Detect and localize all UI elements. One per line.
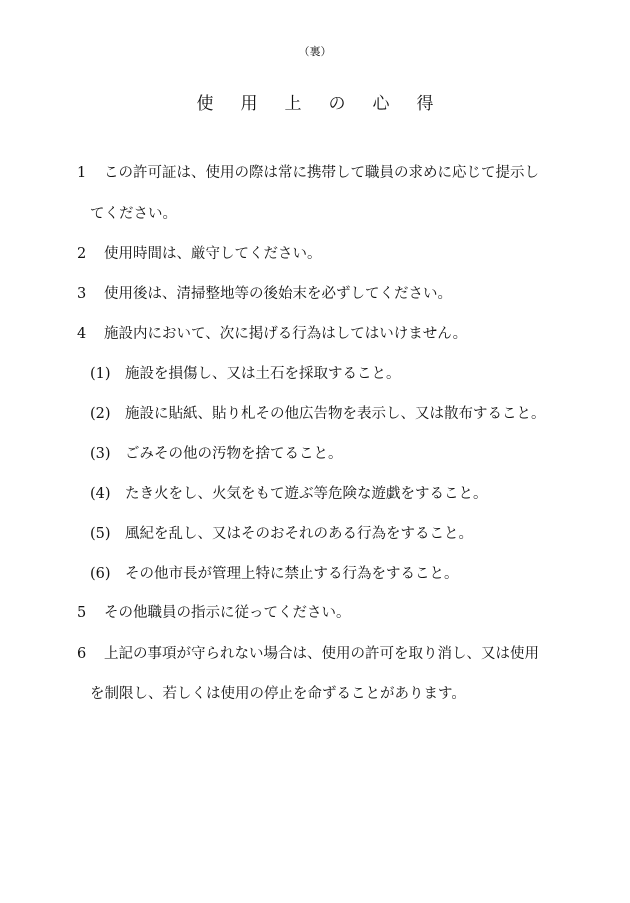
rule-number: 4 [77, 326, 87, 342]
subitem-number: (6) [90, 566, 111, 582]
rule-text: この許可証は、使用の際は常に携帯して職員の求めに応じて提示し [104, 165, 539, 181]
subitem-number: (3) [90, 446, 111, 462]
rule-item-3 [77, 284, 452, 304]
rule-number: 2 [77, 246, 87, 262]
document-title: 使用上の心得 [196, 94, 461, 114]
subitem-number: (5) [90, 526, 111, 542]
rule-number: 6 [77, 646, 87, 662]
rule-text: 施設内において、次に掲げる行為はしてはいけません。 [104, 326, 468, 342]
rule-subitem-4 [90, 484, 488, 504]
rule-text-continuation: を制限し、若しくは使用の停止を命ずることがあります。 [90, 686, 466, 702]
rule-item-5 [77, 603, 351, 623]
rule-text: その他職員の指示に従ってください。 [104, 605, 351, 621]
rule-text: 使用後は、清掃整地等の後始末を必ずしてください。 [104, 286, 452, 302]
subitem-text: その他市長が管理上特に禁止する行為をすること。 [125, 566, 459, 582]
subitem-number: (1) [90, 366, 111, 382]
rule-subitem-2 [90, 404, 546, 424]
rule-subitem-1 [90, 364, 401, 384]
rule-text-continuation: てください。 [90, 206, 177, 222]
subitem-text: ごみその他の汚物を捨てること。 [125, 446, 343, 462]
subitem-text: 施設を損傷し、又は土石を採取すること。 [125, 366, 401, 382]
subitem-number: (4) [90, 486, 111, 502]
subitem-text: 風紀を乱し、又はそのおそれのある行為をすること。 [125, 526, 473, 542]
subitem-text: たき火をし、火気をもて遊ぶ等危険な遊戯をすること。 [125, 486, 488, 502]
rule-item-4 [77, 324, 467, 344]
rule-subitem-5 [90, 524, 473, 544]
reverse-side-mark: （裏） [298, 45, 332, 58]
rule-item-2 [77, 244, 322, 264]
subitem-text: 施設に貼紙、貼り札その他広告物を表示し、又は散布すること。 [125, 406, 546, 422]
rule-item-6-continuation [90, 684, 466, 704]
rule-item-1 [77, 163, 539, 183]
rule-item-1-continuation [90, 204, 177, 224]
subitem-number: (2) [90, 406, 111, 422]
rule-number: 1 [77, 165, 87, 181]
rule-text: 上記の事項が守られない場合は、使用の許可を取り消し、又は使用 [104, 646, 539, 662]
rule-item-6 [77, 644, 539, 664]
rule-subitem-6 [90, 564, 459, 584]
rule-number: 3 [77, 286, 87, 302]
rule-subitem-3 [90, 444, 343, 464]
rule-number: 5 [77, 605, 87, 621]
rule-text: 使用時間は、厳守してください。 [104, 246, 322, 262]
